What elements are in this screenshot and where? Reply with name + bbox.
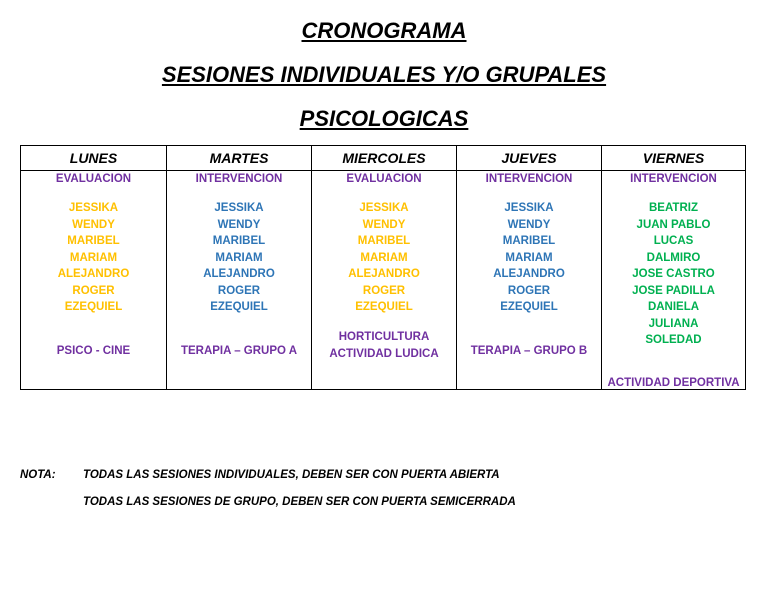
- header-jueves: JUEVES: [457, 146, 601, 171]
- footer-activity: ACTIVIDAD DEPORTIVA: [607, 377, 740, 389]
- schedule-table: [20, 145, 746, 390]
- footer-activity: TERAPIA – GRUPO A: [180, 345, 298, 357]
- name-item: WENDY: [217, 218, 261, 231]
- name-item: ALEJANDRO: [493, 268, 565, 280]
- name-item: MARIBEL: [212, 235, 266, 247]
- name-item: MARIBEL: [67, 235, 120, 247]
- header-miercoles: MIERCOLES: [312, 146, 456, 171]
- name-item: BEATRIZ: [649, 202, 698, 214]
- activity-martes: INTERVENCION: [195, 173, 283, 185]
- name-item: ROGER: [507, 284, 551, 297]
- name-item: MARIBEL: [357, 235, 411, 247]
- name-item: JESSIKA: [214, 202, 264, 214]
- name-item: MARIAM: [69, 251, 118, 264]
- name-item: EZEQUIEL: [210, 301, 268, 313]
- name-item: ROGER: [217, 284, 261, 297]
- name-item: JUAN PABLO: [636, 218, 711, 231]
- header-martes: MARTES: [167, 146, 311, 171]
- header-lunes: LUNES: [21, 146, 166, 171]
- name-item: JESSIKA: [504, 202, 554, 214]
- column-jueves: [457, 146, 602, 389]
- name-item: ALEJANDRO: [348, 268, 420, 280]
- footer-activity: ACTIVIDAD LUDICA: [329, 347, 439, 360]
- note-line-2: TODAS LAS SESIONES DE GRUPO, DEBEN SER CON PUERTA SEMICERRADA: [83, 496, 516, 508]
- name-item: EZEQUIEL: [64, 301, 123, 313]
- name-item: JULIANA: [648, 317, 699, 330]
- name-item: MARIAM: [215, 251, 263, 264]
- column-martes: [167, 146, 312, 389]
- name-item: ROGER: [72, 284, 115, 297]
- title-cronograma: CRONOGRAMA: [301, 18, 467, 43]
- name-item: WENDY: [72, 218, 115, 231]
- name-item: ALEJANDRO: [57, 268, 130, 280]
- name-item: JESSIKA: [359, 202, 409, 214]
- name-item: EZEQUIEL: [355, 301, 413, 313]
- footer-activity: TERAPIA – GRUPO B: [470, 345, 588, 357]
- note-label: NOTA:: [20, 469, 56, 481]
- title-sesiones: SESIONES INDIVIDUALES Y/O GRUPALES: [161, 62, 607, 87]
- name-item: MARIAM: [360, 251, 408, 264]
- name-item: ALEJANDRO: [203, 268, 275, 280]
- activity-jueves: INTERVENCION: [485, 173, 573, 185]
- name-item: JESSIKA: [68, 202, 119, 214]
- column-viernes: [602, 146, 745, 389]
- activity-viernes: INTERVENCION: [630, 173, 717, 185]
- title-psicologicas: PSICOLOGICAS: [299, 106, 469, 131]
- name-item: JOSE PADILLA: [632, 284, 715, 297]
- activity-lunes: EVALUACION: [55, 173, 132, 185]
- activity-miercoles: EVALUACION: [346, 173, 422, 185]
- name-item: LUCAS: [653, 235, 694, 247]
- column-miercoles: [312, 146, 457, 389]
- name-item: EZEQUIEL: [500, 301, 558, 313]
- column-lunes: [21, 146, 167, 389]
- footer-activity: HORTICULTURA: [338, 331, 430, 343]
- name-item: MARIAM: [505, 251, 553, 264]
- name-item: WENDY: [362, 218, 406, 231]
- name-item: ROGER: [362, 284, 406, 297]
- note-line-1: TODAS LAS SESIONES INDIVIDUALES, DEBEN SER CON PUERTA ABIERTA: [83, 469, 500, 481]
- name-item: DANIELA: [647, 301, 700, 313]
- name-item: WENDY: [507, 218, 551, 231]
- name-item: MARIBEL: [502, 235, 556, 247]
- footer-activity: PSICO - CINE: [56, 345, 131, 357]
- name-item: SOLEDAD: [645, 334, 702, 346]
- name-item: DALMIRO: [646, 251, 701, 264]
- name-item: JOSE CASTRO: [632, 268, 715, 280]
- header-viernes: VIERNES: [602, 146, 745, 171]
